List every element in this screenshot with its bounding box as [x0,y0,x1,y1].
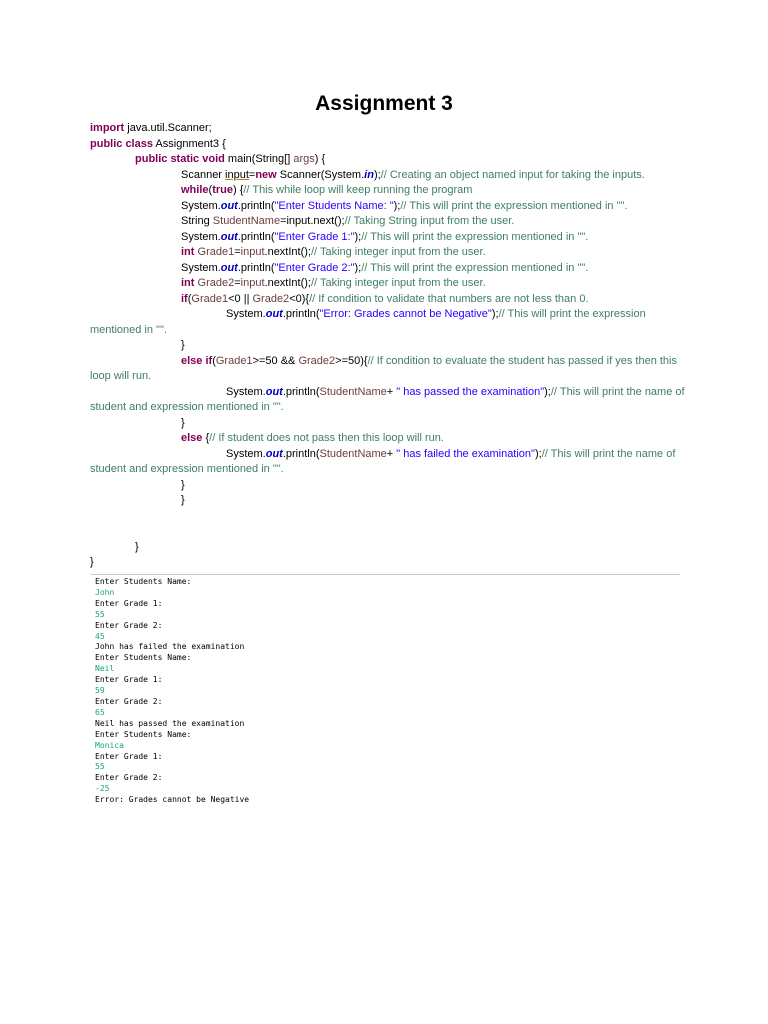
console-output-line: Enter Grade 2: [95,773,163,783]
variable: Grade1 [215,354,253,367]
console-user-input: -25 [95,784,110,794]
code-text: { [202,432,210,444]
code-text: + [386,447,397,460]
code-text: ); [373,168,381,181]
code-text: System. [226,308,266,320]
code-text: .nextInt(); [264,277,311,289]
code-line [90,152,690,168]
comment: // This will print the expression mentioned in "". [400,199,628,212]
console-output-line: Enter Grade 1: [95,675,163,685]
code-line [90,168,690,184]
code-text: System. [181,261,221,274]
code-line [90,478,690,494]
code-line [90,338,690,354]
code-text: + [386,385,397,398]
code-line [90,555,690,571]
code-line [90,276,690,292]
code-text: .println( [237,230,275,243]
variable: Grade1 [191,292,229,305]
console-output-line: John has failed the examination [95,642,245,652]
field: out [265,447,283,460]
code-text: .println( [282,447,320,460]
variable: StudentName [319,385,387,398]
code-text: ); [491,308,499,320]
variable: input [225,168,249,181]
comment: // This will print the name of student and expression mentioned in "". [90,447,679,475]
console-user-input: Monica [95,740,124,750]
string-literal: "Enter Grade 1:" [274,230,355,243]
code-text: = [234,246,241,258]
field: out [220,199,238,212]
code-line [90,121,690,137]
console-user-input: Neil [95,664,115,674]
variable: input [240,277,265,289]
string-literal: " has failed the examination" [396,447,535,460]
code-text: } [181,416,185,429]
string-literal: " has passed the examination" [396,385,545,398]
code-text: >=50 && [252,354,299,367]
code-line [90,214,690,230]
code-text: Scanner(System. [276,168,365,181]
keyword: true [212,184,233,196]
code-listing [90,121,690,571]
string-literal: "Error: Grades cannot be Negative" [319,308,492,320]
code-line [90,431,690,447]
console-output-line: Enter Students Name: [95,653,192,663]
keyword: new [255,168,277,181]
code-line-wrapped [90,385,690,416]
variable: Grade2 [197,277,235,289]
code-text: main(String[] [224,153,294,165]
console-output-line: Enter Students Name: [95,729,192,739]
code-text: System. [226,447,266,460]
code-text: >=50){ [335,354,368,367]
variable: input [240,246,265,258]
field: in [364,168,374,181]
code-text: String [181,215,213,227]
code-text: ); [544,385,551,398]
comment: // If condition to validate that numbers are not less than 0. [309,292,589,305]
console-output-line: Enter Grade 2: [95,620,163,630]
code-text: System. [226,385,266,398]
code-line [90,292,690,308]
variable: Grade2 [252,292,290,305]
field: out [220,230,238,243]
field: out [265,385,283,398]
keyword: while [181,184,209,196]
console-output-line: Enter Grade 1: [95,598,163,608]
code-text: ); [354,261,362,274]
code-text: ( [187,292,192,305]
keyword: int [181,277,195,289]
console-user-input: 55 [95,762,105,772]
code-line [90,199,690,215]
comment: // Taking String input from the user. [344,215,515,227]
code-text: } [90,556,94,568]
keyword: int [181,246,195,258]
comment: // This will print the expression mentioned in "". [361,261,589,274]
keyword: import [90,122,125,134]
code-text: ( [212,354,216,367]
code-text: <0){ [289,292,310,305]
code-text: } [181,494,185,506]
comment: // Creating an object named input for taking the inputs. [380,168,645,181]
code-text: .println( [237,261,275,274]
console-user-input: John [95,587,115,597]
comment: // If condition to evaluate the student has passed if yes then this loop will run. [90,354,681,382]
code-text: ) { [232,184,244,196]
keyword: else [181,432,203,444]
console-output-line: Error: Grades cannot be Negative [95,795,250,805]
variable: Grade2 [298,354,336,367]
console-output-line: Enter Grade 1: [95,751,163,761]
console-user-input: 59 [95,686,105,696]
code-line-blank [90,524,690,540]
code-text: .println( [237,199,275,212]
console-user-input: 65 [95,707,105,717]
field: out [220,261,238,274]
code-text: } [135,540,139,553]
code-text: .println( [282,385,320,398]
variable: args [293,153,315,165]
code-line-blank [90,509,690,525]
code-text: System. [181,199,221,212]
comment: // Taking integer input from the user. [310,277,486,289]
comment: // Taking integer input from the user. [310,246,486,258]
string-literal: "Enter Students Name: " [274,199,394,212]
console-output-line: Neil has passed the examination [95,718,245,728]
code-line [90,137,690,153]
keyword: public class [90,137,153,150]
console-output-line: Enter Grade 2: [95,696,163,706]
code-line [90,540,690,556]
field: out [265,308,283,320]
code-text: =input.next(); [280,215,345,227]
code-text: Scanner [181,168,226,181]
code-text: .println( [282,308,320,320]
comment: // This while loop will keep running the program [243,184,473,196]
console-user-input: 55 [95,609,105,619]
comment: // This will print the expression mentioned in "". [361,230,589,243]
page-title: Assignment 3 [315,92,453,115]
variable: StudentName [212,215,281,227]
code-line-wrapped [90,307,690,338]
code-text: ); [393,199,401,212]
keyword: if [181,292,188,305]
code-line [90,230,690,246]
code-text: } [181,478,185,491]
keyword: public static void [135,153,225,165]
code-text: Assignment3 { [152,137,226,150]
code-line [90,245,690,261]
code-text: } [181,339,185,351]
comment: // If student does not pass then this loop will run. [209,432,444,444]
comment: // This will print the name of student and expression mentioned in "". [90,385,688,413]
code-text: java.util.Scanner; [124,122,212,134]
variable: StudentName [319,447,387,460]
code-line [90,416,690,432]
code-text: ) { [314,153,326,165]
code-text: ); [354,230,362,243]
code-line-wrapped [90,447,690,478]
code-line [90,261,690,277]
code-text: = [248,168,256,181]
code-line [90,493,690,509]
string-literal: "Enter Grade 2:" [274,261,355,274]
code-text: = [234,277,241,289]
code-text: ( [208,184,213,196]
variable: Grade1 [197,246,235,258]
code-text: System. [181,230,221,243]
code-text: <0 || [228,292,253,305]
code-text: ); [534,447,542,460]
code-line-wrapped [90,354,690,385]
keyword: else if [181,354,213,367]
code-line [90,183,690,199]
console-output [91,574,680,808]
console-user-input: 45 [95,631,105,641]
console-output-line: Enter Students Name: [95,577,192,586]
comment: // This will print the expression mentioned in "". [90,308,649,336]
code-text: .nextInt(); [264,246,311,258]
